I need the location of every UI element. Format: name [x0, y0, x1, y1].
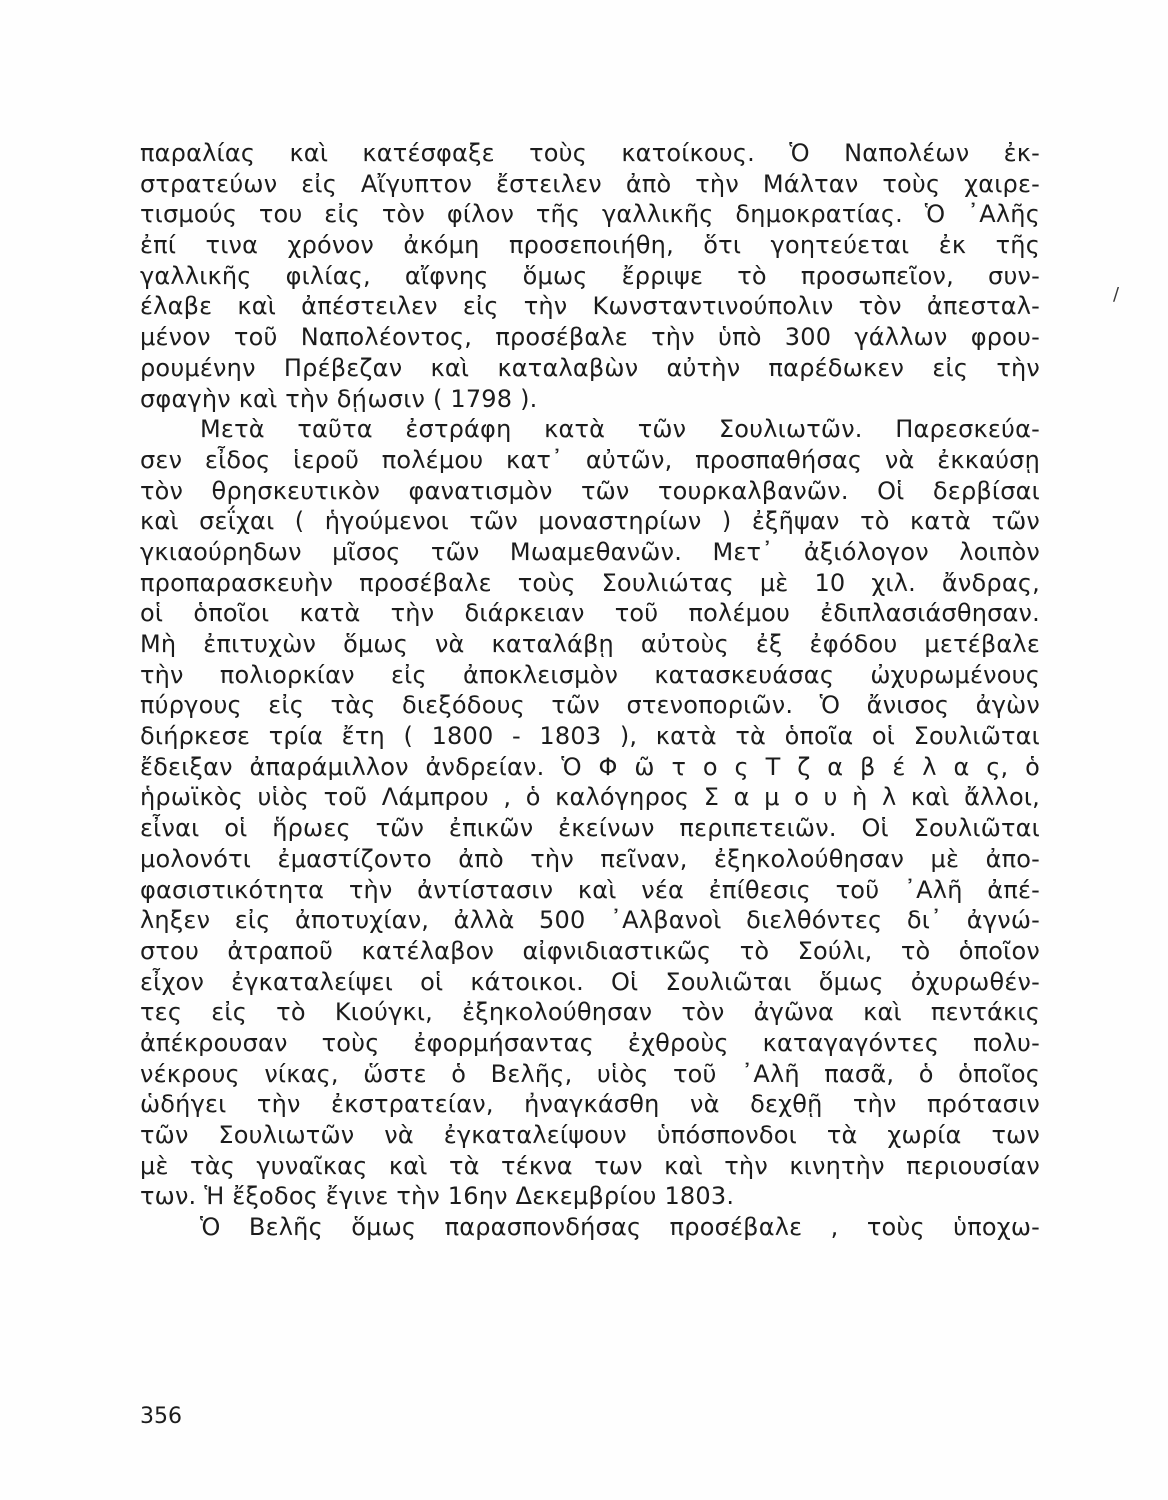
text-line: στου ἀτραποῦ κατέλαβον αἰφνιδιαστικῶς τὸ Σούλι, τὸ ὁποῖον [140, 936, 1040, 965]
text-line: γκιαούρηδων μῖσος τῶν Μωαμεθανῶν. Μετ᾿ ἀξιόλογον λοιπὸν [140, 537, 1040, 566]
text-line: γαλλικῆς φιλίας, αἴφνης ὅμως ἔρριψε τὸ προσωπεῖον, συν- [140, 261, 1040, 290]
text-line: εἶχον ἐγκαταλείψει οἱ κάτοικοι. Οἱ Σουλιῶται ὅμως ὀχυρωθέν- [140, 967, 1040, 996]
text-line: ληξεν εἰς ἀποτυχίαν, ἀλλὰ 500 ᾿Αλβανοὶ διελθόντες δι᾿ ἀγνώ- [140, 906, 1040, 935]
text-line: τισμούς του εἰς τὸν φίλον τῆς γαλλικῆς δημοκρατίας. Ὁ ᾿Αλῆς [140, 200, 1040, 229]
text-line: Ὁ Βελῆς ὅμως παρασπονδήσας προσέβαλε , τοὺς ὑποχω- [200, 1213, 1040, 1242]
text-line: ἡρωϊκὸς υἱὸς τοῦ Λάμπρου , ὁ καλόγηρος Σ α μ ο υ ὴ λ καὶ ἄλλοι, [140, 783, 1040, 812]
text-line: διήρκεσε τρία ἔτη ( 1800 - 1803 ), κατὰ τὰ ὁποῖα οἱ Σουλιῶται [140, 722, 1040, 751]
text-line: μὲ τὰς γυναῖκας καὶ τὰ τέκνα των καὶ τὴν κινητὴν περιουσίαν [140, 1151, 1040, 1180]
text-line: σφαγὴν καὶ τὴν δῄωσιν ( 1798 ). [140, 384, 538, 413]
text-line: τες εἰς τὸ Κιούγκι, ἐξηκολούθησαν τὸν ἀγῶνα καὶ πεντάκις [140, 998, 1040, 1027]
text-line: μολονότι ἐμαστίζοντο ἀπὸ τὴν πεῖναν, ἐξηκολούθησαν μὲ ἀπο- [140, 844, 1040, 873]
text-line: τὴν πολιορκίαν εἰς ἀποκλεισμὸν κατασκευάσας ὠχυρωμένους [140, 660, 1040, 689]
text-line: καὶ σεΐχαι ( ἡγούμενοι τῶν μοναστηρίων ) ἐξῆψαν τὸ κατὰ τῶν [140, 507, 1040, 536]
text-line: πύργους εἰς τὰς διεξόδους τῶν στενοποριῶν. Ὁ ἄνισος ἀγὼν [140, 691, 1040, 720]
text-line: προπαρασκευὴν προσέβαλε τοὺς Σουλιώτας μὲ 10 χιλ. ἄνδρας, [140, 568, 1040, 597]
text-line: ἔδειξαν ἀπαράμιλλον ἀνδρείαν. Ὁ Φ ῶ τ ο ς Τ ζ α β έ λ α ς, ὁ [140, 752, 1040, 781]
text-line: των. Ἡ ἔξοδος ἔγινε τὴν 16ην Δεκεμβρίου 1803. [140, 1182, 735, 1211]
text-line: στρατεύων εἰς Αἴγυπτον ἔστειλεν ἀπὸ τὴν Μάλταν τοὺς χαιρε- [140, 169, 1040, 198]
body-text [140, 138, 1040, 1243]
text-line: έλαβε καὶ ἀπέστειλεν εἰς τὴν Κωνσταντινούπολιν τὸν ἀπεσταλ- [140, 292, 1040, 321]
margin-mark: / [1113, 284, 1120, 305]
text-line: ὡδήγει τὴν ἐκστρατείαν, ἠναγκάσθη νὰ δεχθῇ τὴν πρότασιν [140, 1090, 1040, 1119]
text-line: νέκρους νίκας, ὥστε ὁ Βελῆς, υἱὸς τοῦ ᾿Αλῆ πασᾶ, ὁ ὁποῖος [140, 1059, 1040, 1088]
text-line: οἱ ὁποῖοι κατὰ τὴν διάρκειαν τοῦ πολέμου ἐδιπλασιάσθησαν. [140, 599, 1040, 628]
text-line: σεν εἶδος ἱεροῦ πολέμου κατ᾿ αὐτῶν, προσπαθήσας νὰ ἐκκαύσῃ [140, 445, 1040, 474]
text-line: ἀπέκρουσαν τοὺς ἐφορμήσαντας ἐχθροὺς καταγαγόντες πολυ- [140, 1028, 1040, 1057]
text-line: ἐπί τινα χρόνον ἀκόμη προσεποιήθη, ὅτι γοητεύεται ἐκ τῆς [140, 231, 1040, 260]
page-number: 356 [140, 1404, 182, 1429]
text-line: εἶναι οἱ ἥρωες τῶν ἐπικῶν ἐκείνων περιπετειῶν. Οἱ Σουλιῶται [140, 814, 1040, 843]
text-line: τῶν Σουλιωτῶν νὰ ἐγκαταλείψουν ὑπόσπονδοι τὰ χωρία των [140, 1121, 1040, 1149]
text-line: Μετὰ ταῦτα ἐστράφη κατὰ τῶν Σουλιωτῶν. Παρεσκεύα- [200, 415, 1040, 444]
text-line: Μὴ ἐπιτυχὼν ὅμως νὰ καταλάβῃ αὐτοὺς ἐξ ἐφόδου μετέβαλε [140, 630, 1040, 658]
text-line: ρουμένην Πρέβεζαν καὶ καταλαβὼν αὐτὴν παρέδωκεν εἰς τὴν [140, 353, 1040, 382]
text-line: φασιστικότητα τὴν ἀντίστασιν καὶ νέα ἐπίθεσις τοῦ ᾿Αλῆ ἀπέ- [140, 875, 1040, 904]
text-line: παραλίας καὶ κατέσφαξε τοὺς κατοίκους. Ὁ Ναπολέων ἐκ- [140, 139, 1040, 167]
text-line: μένον τοῦ Ναπολέοντος, προσέβαλε τὴν ὑπὸ 300 γάλλων φρου- [140, 323, 1040, 352]
text-line: τὸν θρησκευτικὸν φανατισμὸν τῶν τουρκαλβανῶν. Οἱ δερβίσαι [140, 476, 1040, 505]
